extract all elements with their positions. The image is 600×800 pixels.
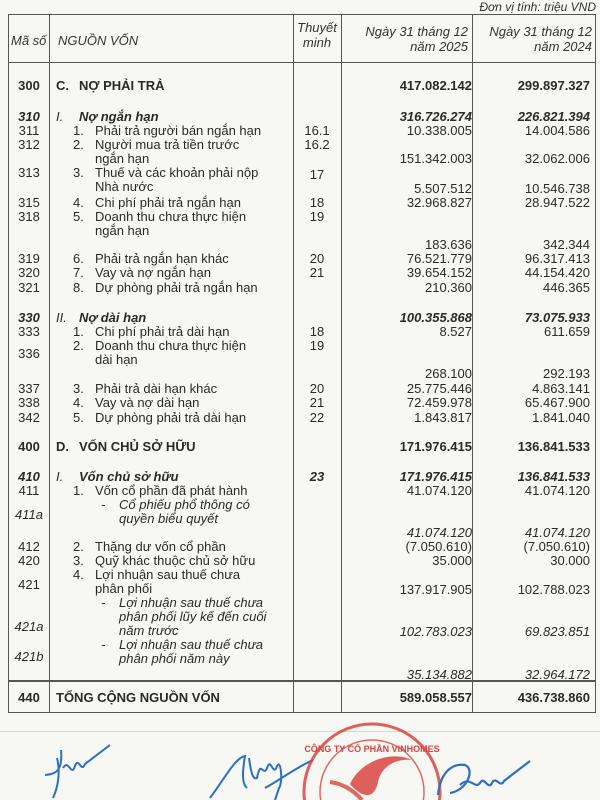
row-code: 411: [18, 483, 40, 498]
row-note: 18: [309, 324, 325, 339]
row-number: 3.: [73, 553, 84, 568]
row-label-cont: dài hạn: [95, 352, 138, 367]
row-label: Quỹ khác thuộc chủ sở hữu: [95, 553, 256, 568]
row-label-cont: ngắn hạn: [95, 151, 150, 166]
row-value-2025: 268.100: [425, 366, 472, 381]
row-code: 400: [18, 439, 40, 454]
row-code: 313: [18, 165, 40, 180]
row-label: Nợ dài hạn: [79, 310, 147, 325]
row-label-cont: ngắn hạn: [95, 223, 150, 238]
row-label: Thuế và các khoản phải nộp: [95, 165, 259, 180]
row-value-2024: 136.841.533: [517, 469, 590, 484]
header-note: [293, 20, 341, 50]
row-label: Dự phòng phải trả ngắn hạn: [95, 280, 258, 295]
row-code: 319: [18, 251, 40, 266]
row-number: 3.: [73, 165, 84, 180]
row-code: 300: [18, 78, 40, 93]
row-value-2025: 10.338.005: [406, 123, 472, 138]
row-note: 21: [309, 265, 325, 280]
row-section-marker: C.: [56, 78, 69, 93]
row-label: Doanh thu chưa thực hiện: [95, 209, 247, 224]
row-value-2024: 69.823.851: [524, 624, 590, 639]
row-label-cont: phân phối lũy kế đến cuối: [119, 609, 267, 624]
row-value-2024: 30.000: [550, 553, 590, 568]
row-label: Lợi nhuận sau thuế chưa: [119, 637, 264, 652]
header-2025: [341, 24, 468, 54]
row-label: Vay và nợ dài hạn: [95, 395, 200, 410]
row-number: 4.: [73, 195, 84, 210]
row-number: 4.: [73, 567, 84, 582]
row-number: 6.: [73, 251, 84, 266]
row-value-2025: 100.355.868: [399, 310, 472, 325]
row-number: 4.: [73, 395, 84, 410]
row-code: 421: [18, 577, 40, 592]
row-note: 20: [309, 251, 325, 266]
row-value-2025: (7.050.610): [405, 539, 472, 554]
signature-1-icon: [35, 740, 125, 800]
row-label: Lợi nhuận sau thuế chưa: [95, 567, 241, 582]
row-value-2025: 8.527: [439, 324, 472, 339]
row-label: TỔNG CỘNG NGUỒN VỐN: [56, 690, 220, 705]
row-value-2024: 14.004.586: [524, 123, 590, 138]
row-value-2025: 5.507.512: [414, 181, 472, 196]
row-note: 20: [309, 381, 325, 396]
row-code: 338: [18, 395, 40, 410]
row-section-marker: I.: [56, 109, 64, 124]
row-label: Phải trả ngắn hạn khác: [95, 251, 229, 266]
row-note: 19: [309, 338, 325, 353]
row-value-2025: 41.074.120: [406, 525, 472, 540]
header-code: Mã số: [11, 33, 47, 48]
row-value-2025: 102.783.023: [399, 624, 472, 639]
row-value-2024: 32.062.006: [524, 151, 590, 166]
row-code: 312: [18, 137, 40, 152]
row-value-2025: 76.521.779: [406, 251, 472, 266]
header-2025-line1: Ngày 31 tháng 12: [365, 24, 468, 39]
stamp-text: CÔNG TY CỔ PHẦN VINHOMES: [304, 744, 440, 754]
row-note: 19: [309, 209, 325, 224]
row-number: 1.: [73, 123, 84, 138]
row-dash: -: [101, 497, 106, 512]
row-value-2025: 589.058.557: [399, 690, 472, 705]
row-label: Phải trả người bán ngắn hạn: [95, 123, 262, 138]
row-label-cont: năm trước: [119, 623, 179, 638]
col-divider: [49, 15, 50, 712]
row-label: Chi phí phải trả ngắn hạn: [95, 195, 241, 210]
row-label: VỐN CHỦ SỞ HỮU: [79, 439, 196, 454]
row-value-2025: 137.917.905: [399, 582, 472, 597]
row-value-2024: 611.659: [543, 324, 590, 339]
row-number: 1.: [73, 483, 84, 498]
row-code: 318: [18, 209, 40, 224]
row-value-2025: 210.360: [425, 280, 472, 295]
row-value-2024: 41.074.120: [524, 483, 590, 498]
row-number: 7.: [73, 265, 84, 280]
row-dash: -: [101, 637, 106, 652]
signature-2-icon: [205, 748, 315, 800]
row-value-2024: 96.317.413: [524, 251, 590, 266]
row-label: NỢ PHẢI TRẢ: [79, 78, 165, 93]
row-label: Phải trả dài hạn khác: [95, 381, 218, 396]
row-label: Vốn cổ phần đã phát hành: [95, 483, 248, 498]
row-label: Vốn chủ sở hữu: [79, 469, 179, 484]
row-value-2024: 41.074.120: [524, 525, 590, 540]
row-label: Vay và nợ ngắn hạn: [95, 265, 211, 280]
row-label: Doanh thu chưa thực hiện: [95, 338, 247, 353]
row-label-cont: phân phối: [95, 581, 153, 596]
header-2024-line2: năm 2024: [534, 39, 592, 54]
row-label: Người mua trả tiền trước: [95, 137, 240, 152]
row-code: 311: [18, 123, 40, 138]
unit-note: Đơn vị tính: triệu VND: [479, 0, 596, 14]
row-value-2024: 4.863.141: [532, 381, 590, 396]
row-note: 17: [309, 167, 325, 182]
row-code: 336: [18, 346, 40, 361]
row-value-2024: 342.344: [543, 237, 590, 252]
header-note-line2: minh: [302, 35, 332, 50]
row-value-2025: 171.976.415: [399, 469, 472, 484]
row-value-2025: 25.775.446: [406, 381, 472, 396]
row-note: 22: [309, 410, 325, 425]
balance-sheet-table: [8, 14, 596, 713]
row-value-2024: 65.467.900: [524, 395, 590, 410]
row-value-2024: 292.193: [543, 366, 590, 381]
row-dash: -: [101, 595, 106, 610]
header-divider: [9, 62, 595, 63]
row-value-2024: 436.738.860: [517, 690, 590, 705]
row-code: 421a: [14, 619, 44, 634]
row-code: 310: [18, 109, 40, 124]
row-value-2024: 44.154.420: [524, 265, 590, 280]
row-label: Nợ ngắn hạn: [79, 109, 159, 124]
row-code: 333: [18, 324, 40, 339]
header-source: NGUỒN VỐN: [58, 33, 139, 48]
row-note: 21: [309, 395, 325, 410]
row-value-2025: 35.134.882: [406, 667, 472, 682]
row-code: 440: [18, 690, 40, 705]
row-label: Dự phòng phải trả dài hạn: [95, 410, 247, 425]
row-section-marker: II.: [56, 310, 67, 325]
row-label-cont: phân phối năm này: [119, 651, 230, 666]
row-number: 5.: [73, 209, 84, 224]
row-value-2025: 417.082.142: [399, 78, 472, 93]
row-value-2025: 316.726.274: [399, 109, 472, 124]
row-number: 2.: [73, 539, 84, 554]
row-label: Thặng dư vốn cổ phần: [95, 539, 226, 554]
row-note: 23: [309, 469, 325, 484]
row-number: 5.: [73, 410, 84, 425]
row-number: 1.: [73, 324, 84, 339]
row-number: 3.: [73, 381, 84, 396]
row-code: 320: [18, 265, 40, 280]
row-value-2024: 10.546.738: [524, 181, 590, 196]
row-number: 2.: [73, 338, 84, 353]
row-value-2025: 183.636: [425, 237, 472, 252]
row-code: 321: [18, 280, 40, 295]
row-value-2025: 35.000: [432, 553, 472, 568]
signature-3-icon: [430, 755, 540, 800]
row-note: 18: [309, 195, 325, 210]
row-number: 2.: [73, 137, 84, 152]
row-code: 411a: [15, 507, 43, 522]
row-label: Lợi nhuận sau thuế chưa: [119, 595, 264, 610]
row-code: 421b: [14, 649, 44, 664]
row-section-marker: D.: [56, 439, 69, 454]
row-value-2024: 32.964.172: [524, 667, 590, 682]
row-section-marker: I.: [56, 469, 64, 484]
row-value-2025: 171.976.415: [399, 439, 472, 454]
row-label: Cổ phiếu phổ thông có: [119, 497, 250, 512]
header-2024: [472, 24, 592, 54]
row-label: Chi phí phải trả dài hạn: [95, 324, 230, 339]
header-2024-line1: Ngày 31 tháng 12: [489, 24, 592, 39]
row-number: 8.: [73, 280, 84, 295]
row-note: 16.2: [304, 137, 330, 152]
header-2025-line2: năm 2025: [410, 39, 468, 54]
row-note: 16.1: [304, 123, 330, 138]
row-value-2024: 28.947.522: [524, 195, 590, 210]
row-value-2025: 1.843.817: [414, 410, 472, 425]
row-code: 412: [18, 539, 40, 554]
row-code: 315: [18, 195, 40, 210]
row-label-cont: Nhà nước: [95, 179, 154, 194]
row-value-2024: 226.821.394: [517, 109, 590, 124]
row-code: 330: [18, 310, 40, 325]
row-value-2024: 136.841.533: [517, 439, 590, 454]
row-value-2024: 1.841.040: [532, 410, 590, 425]
row-value-2024: 73.075.933: [524, 310, 590, 325]
row-code: 420: [18, 553, 40, 568]
row-value-2024: (7.050.610): [523, 539, 590, 554]
row-value-2025: 151.342.003: [399, 151, 472, 166]
row-value-2024: 102.788.023: [517, 582, 590, 597]
row-value-2025: 41.074.120: [406, 483, 472, 498]
row-value-2025: 39.654.152: [406, 265, 472, 280]
row-value-2024: 299.897.327: [517, 78, 590, 93]
row-code: 410: [18, 469, 40, 484]
row-label-cont: quyền biểu quyết: [119, 511, 219, 526]
header-note-line1: Thuyết: [297, 20, 337, 35]
row-code: 337: [18, 381, 40, 396]
row-value-2025: 32.968.827: [406, 195, 472, 210]
row-value-2024: 446.365: [543, 280, 590, 295]
row-code: 342: [18, 410, 40, 425]
row-value-2025: 72.459.978: [406, 395, 472, 410]
